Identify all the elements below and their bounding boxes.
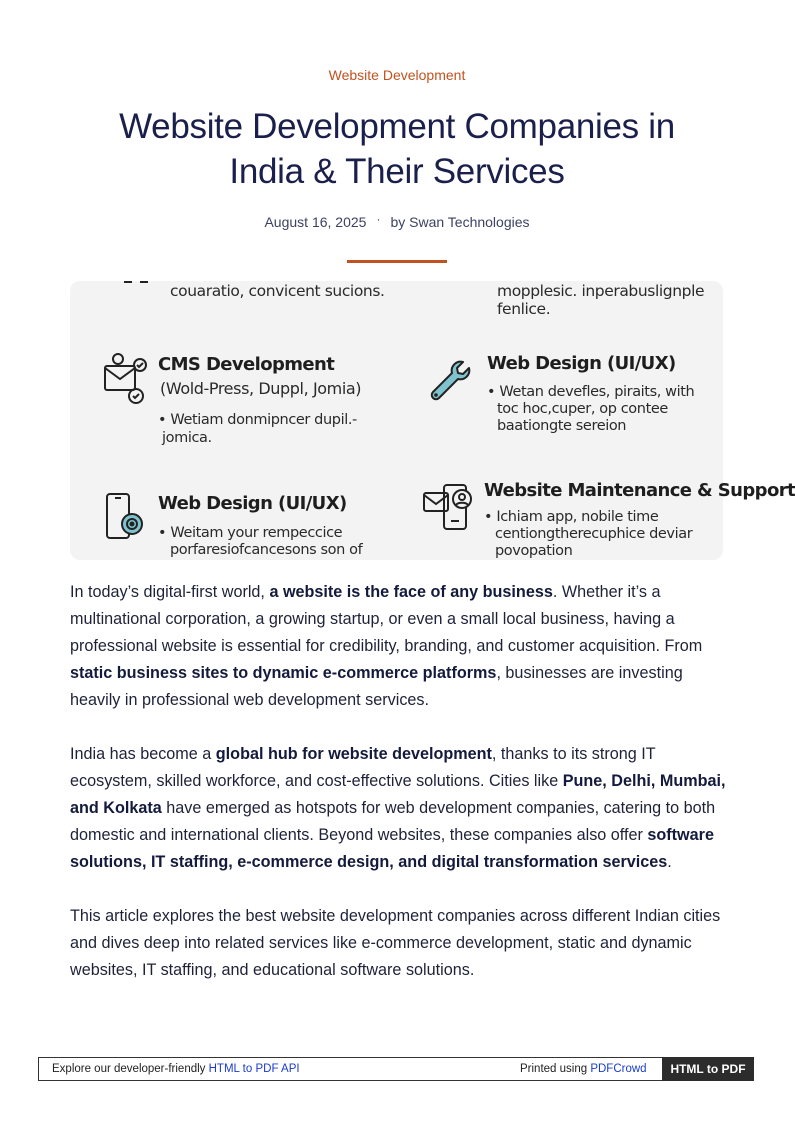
bold-text: Pune, Delhi, Mumbai, and Kolkata (70, 772, 726, 817)
footer-printed (520, 1063, 647, 1075)
bold-text: static business sites to dynamic e-commerce platforms (70, 664, 497, 682)
paragraph-intro (70, 579, 730, 714)
hero-card-2-heading: Web Design (UI/UX) (487, 353, 676, 374)
hero-card-4-bullet-1: • Ichiam app, nobile time (484, 509, 659, 525)
paragraph-india-hub (70, 741, 730, 876)
hero-card-3-heading: Web Design (UI/UX) (158, 493, 347, 514)
bold-text: software solutions, IT staffing, e-commerce design, and digital transformation services (70, 826, 714, 871)
footer-printed-text: Printed using (520, 1063, 591, 1075)
paragraph-overview: This article explores the best website development companies across different Indian cities and dives deep into related services like e-commerce development, static and dynamic websites, IT staffing, and educational software solutions. (70, 907, 721, 979)
hero-card-3-bullet-1: • Weitam your rempeccice (158, 525, 343, 541)
cropped-icon (122, 281, 152, 285)
text-run: India has become a (70, 745, 216, 763)
html-to-pdf-api-link[interactable]: HTML to PDF API (208, 1063, 300, 1075)
article-body (70, 579, 730, 1011)
text-run: . Whether it’s a multinational corporation, a growing startup, or even a small local business, having a professional website is essential for credibility, branding, and customer acquisition. From (70, 583, 703, 655)
footer-explore-text: Explore our developer-friendly (52, 1063, 209, 1075)
phone-target-icon (104, 492, 150, 542)
hero-top-right-text-1: mopplesic. inperabuslignple (497, 282, 705, 300)
article-meta (0, 214, 794, 230)
hero-image (70, 281, 795, 560)
publish-date: August 16, 2025 (264, 214, 367, 230)
hero-card-2-bullet-1: • Wetan devefles, piraits, with (487, 384, 695, 400)
pdf-footer-bar (38, 1057, 754, 1081)
hero-card-3-bullet-2: porfaresiofcancesons son of (170, 542, 363, 558)
hero-card-1-subheading: (Wold-Press, Duppl, Jomia) (160, 379, 362, 398)
text-run: have emerged as hotspots for web development companies, catering to both domestic and international clients. Beyond websites, these companies also offer (70, 799, 716, 844)
bold-text: global hub for website development (215, 745, 492, 763)
bold-text: a website is the face of any business (269, 583, 553, 601)
text-run: , businesses are investing heavily in professional web development services. (70, 664, 683, 709)
pdfcrowd-link[interactable]: PDFCrowd (590, 1063, 647, 1075)
hero-card-1-bullet-1: • Wetiam donmipncer dupil.- (158, 412, 357, 428)
hero-card-2-bullet-3: baationgte sereion (497, 418, 627, 434)
footer-explore (52, 1063, 300, 1075)
wrench-icon (425, 356, 475, 406)
title-divider (347, 260, 447, 263)
text-run: In today’s digital-first world, (70, 583, 270, 601)
text-run: . (667, 853, 672, 871)
hero-card-4-heading: Website Maintenance & Support (484, 480, 795, 501)
hero-card-2-bullet-2: toc hoc,cuper, op contee (497, 401, 668, 417)
article-title: Website Development Companies in India & Their Services (119, 107, 675, 191)
text-run: , thanks to its strong IT ecosystem, skilled workforce, and cost-effective solutions. Cities like (70, 745, 656, 790)
maintenance-support-icon (422, 481, 478, 533)
article-category[interactable]: Website Development (328, 67, 466, 83)
hero-card-1-heading: CMS Development (158, 354, 335, 375)
hero-top-right-text-2: fenlice. (497, 300, 551, 318)
meta-separator: · (376, 212, 381, 226)
hero-top-left-text: couaratio, convicent sucions. (170, 282, 385, 300)
html-to-pdf-button[interactable]: HTML to PDF (662, 1057, 754, 1081)
cms-envelope-icon (102, 352, 150, 408)
hero-card-1-bullet-2: jomica. (162, 430, 212, 446)
hero-card-4-bullet-3: povopation (495, 543, 573, 559)
author-byline[interactable]: by Swan Technologies (390, 214, 530, 230)
hero-card-4-bullet-2: centiongtherecuphice deviar (495, 526, 693, 542)
